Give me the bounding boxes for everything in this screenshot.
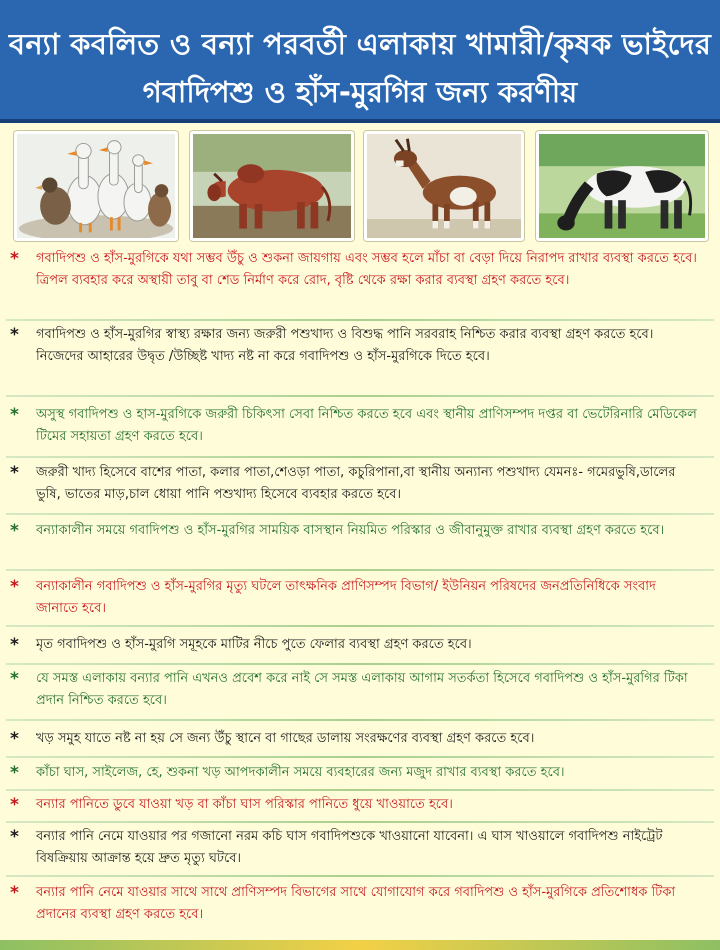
divider [6, 821, 714, 823]
list-item-text: জরুরী খাদ্য হিসেবে বাশের পাতা, কলার পাতা,শেওড়া পাতা, কচুরিপানা,বা স্থানীয় অন্যান্য পশুখাদ্য যেমনঃ- গমেরভুষি,ডালের ভুষি, ভাতের মাড়,চাল ধোয়া পানি পশুখাদ্য হিসেবে ব্যবহার করতে হবে। [36, 465, 676, 502]
asterisk-icon: * [10, 795, 19, 815]
cow-icon [539, 134, 705, 238]
divider [6, 625, 714, 627]
list-item [10, 794, 710, 818]
list-item-text: বন্যার পানিতে ডুবে যাওয়া খড় বা কাঁচা ঘাস পরিস্কার পানিতে ধুয়ে খাওয়াতে হবে। [36, 797, 453, 812]
list-item-text: যে সমস্ত এলাকায় বন্যার পানি এখনও প্রবেশ করে নাই সে সমস্ত এলাকায় আগাম সতর্কতা হিসেবে গবাদিপশু ও হাঁস-মুরগির টিকা প্রদান নিশ্চিত করতে হবে। [36, 671, 688, 708]
divider [6, 456, 714, 458]
footer-bar [0, 940, 720, 950]
ducks-photo [14, 131, 178, 241]
list-item [10, 324, 710, 392]
divider [6, 513, 714, 515]
list-item-text: গবাদিপশু ও হাঁস-মুরগির স্বাস্থ্য রক্ষার জন্য জরুরী পশুখাদ্য ও বিশুদ্ধ পানি সরবরাহ নিশ্চিত করার ব্যবস্থা গ্রহণ করতে হবে। নিজেদের আহারের উদ্বৃত /উচ্ছিষ্ট খাদ্য নষ্ট না করে গবাদিপশু ও হাঁস-মুরগিকে দিতে হবে। [36, 327, 654, 364]
photo-strip [0, 131, 720, 243]
list-item-text: মৃত গবাদিপশু ও হাঁস-মুরগি সমূহকে মাটির নীচে পুতে ফেলার ব্যবস্থা গ্রহণ করতে হবে। [36, 637, 472, 652]
list-item-text: অসুস্থ গবাদিপশু ও হাস-মুরগিকে জরুরী চিকিৎসা সেবা নিশ্চিত করতে হবে এবং স্থানীয় প্রাণিসম্পদ দপ্তর বা ভেটেরিনারি মেডিকেল টিমের সহায়তা গ্রহণ করতে হবে। [36, 407, 697, 444]
list-item-text: কাঁচা ঘাস, সাইলেজ, হে, শুকনা খড় আপদকালীন সময়ে ব্যবহারের জন্য মজুদ রাখার ব্যবস্থা করতে হবে। [36, 765, 565, 780]
asterisk-icon: * [10, 577, 19, 597]
divider [6, 719, 714, 721]
asterisk-icon: * [10, 883, 19, 903]
divider [6, 875, 714, 877]
asterisk-icon: * [10, 521, 19, 541]
goat-icon [367, 134, 521, 238]
asterisk-icon: * [10, 325, 19, 345]
asterisk-icon: * [10, 463, 19, 483]
divider [6, 569, 714, 571]
cow-photo [190, 131, 354, 241]
asterisk-icon: * [10, 827, 19, 847]
list-item [10, 728, 710, 752]
cow-icon [193, 134, 351, 238]
list-item [10, 248, 710, 316]
list-item [10, 762, 710, 786]
list-item [10, 634, 710, 658]
divider [6, 319, 714, 321]
list-item [10, 404, 710, 450]
list-item-text: বন্যাকালীন সময়ে গবাদিপশু ও হাঁস-মুরগির সাময়িক বাসস্থান নিয়মিত পরিস্কার ও জীবানুমুক্ত রাখার ব্যবস্থা গ্রহণ করতে হবে। [36, 523, 665, 538]
list-item-text: বন্যার পানি নেমে যাওয়ার সাথে সাথে প্রাণিসম্পদ বিভাগের সাথে যোগাযোগ করে গবাদিপশু ও হাঁস-মুরগিকে প্রতিশোধক টিকা প্রদানের ব্যবস্থা গ্রহণ করতে হবে। [36, 885, 676, 922]
list-item [10, 668, 710, 714]
asterisk-icon: * [10, 249, 19, 269]
asterisk-icon: * [10, 405, 19, 425]
title-banner [0, 0, 720, 123]
list-item [10, 520, 710, 566]
list-item [10, 462, 710, 508]
list-item-text: বন্যার পানি নেমে যাওয়ার পর গজানো নরম কচি ঘাস গবাদিপশুকে খাওয়ানো যাবেনা। এ ঘাস খাওয়ালে গবাদিপশু নাইট্রেট বিষক্রিয়ায় আক্রান্ত হয়ে দ্রুত মৃত্যু ঘটবে। [36, 829, 663, 866]
list-item [10, 826, 710, 872]
divider [6, 756, 714, 758]
list-item-text: বন্যাকালীন গবাদিপশু ও হাঁস-মুরগির মৃত্যু ঘটলে তাৎক্ষনিক প্রাণিসম্পদ বিভাগ/ ইউনিয়ন পরিষদের জনপ্রতিনিধিকে সংবাদ জানাতে হবে। [36, 579, 656, 616]
divider [6, 395, 714, 397]
dairy-cow-photo [536, 131, 708, 241]
asterisk-icon: * [10, 635, 19, 655]
asterisk-icon: * [10, 763, 19, 783]
list-item [10, 882, 710, 928]
list-item [10, 576, 710, 622]
asterisk-icon: * [10, 729, 19, 749]
goat-photo [364, 131, 524, 241]
title-line-2: গবাদিপশু ও হাঁস-মুরগির জন্য করণীয় [142, 75, 578, 109]
title-line-1: বন্যা কবলিত ও বন্যা পরবর্তী এলাকায় খামারী/কৃষক ভাইদের [8, 27, 712, 61]
list-item-text: খড় সমুহ যাতে নষ্ট না হয় সে জন্য উঁচু স্থানে বা গাছের ডালায় সংরক্ষণের ব্যবস্থা গ্রহণ করতে হবে। [36, 731, 535, 746]
divider [6, 663, 714, 665]
ducks-icon [17, 134, 175, 238]
divider [6, 789, 714, 791]
list-item-text: গবাদিপশু ও হাঁস-মুরগিকে যথা সম্ভব উঁচু ও শুকনা জায়গায় এবং সম্ভব হলে মাঁচা বা বেড়া দিয়ে নিরাপদ রাখার ব্যবস্থা করতে হবে। ত্রিপল ব্যবহার করে অস্থায়ী তাবু বা শেড নির্মাণ করে রোদ, বৃষ্টি থেকে রক্ষা করার ব্যবস্থা গ্রহণ করতে হবে। [36, 251, 697, 288]
asterisk-icon: * [10, 669, 19, 689]
